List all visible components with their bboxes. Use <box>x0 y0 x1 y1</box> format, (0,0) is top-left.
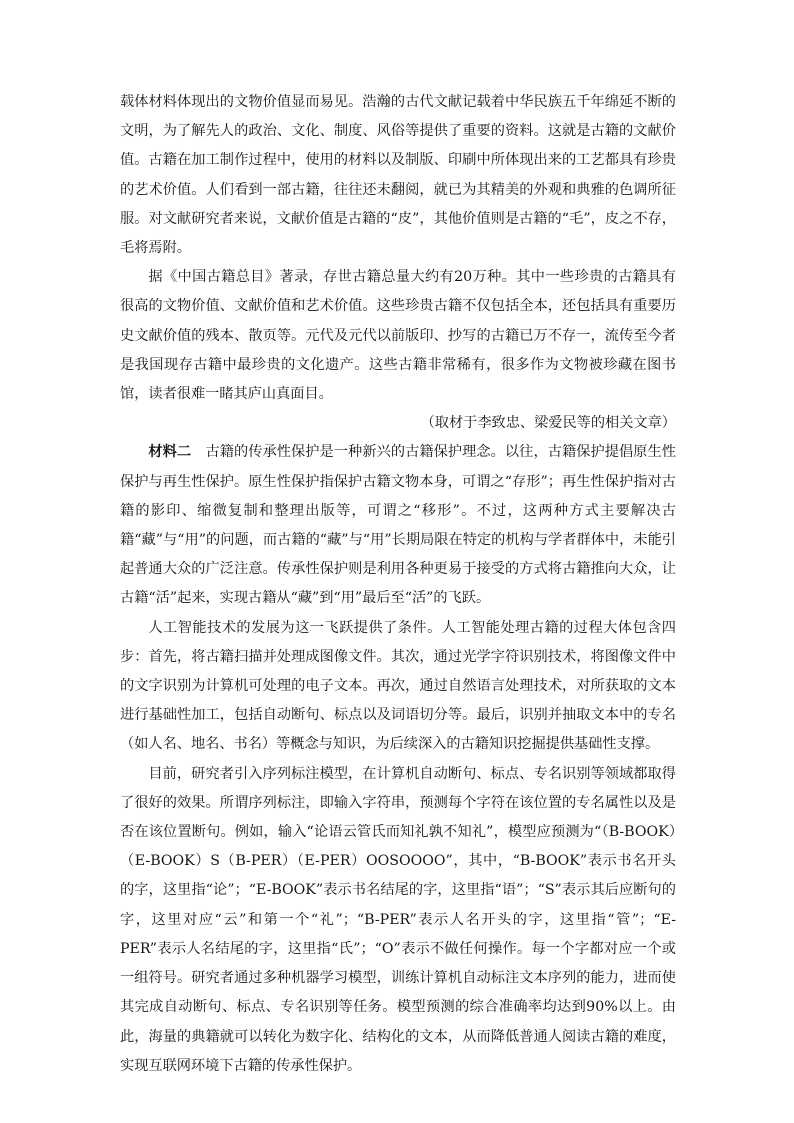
source-citation: （取材于李致忠、梁爱民等的相关文章） <box>420 415 676 432</box>
document-body <box>120 88 676 1081</box>
paragraph-1: 载体材料体现出的文物价值显而易见。浩瀚的古代文献记载着中华民族五千年绵延不断的文明，为了解先人的政治、文化、制度、风俗等提供了重要的资料。这就是古籍的文献价值。古籍在加工制作过程中，使用的材料以及制版、印刷中所体现出来的工艺都具有珍贵的艺术价值。人们看到一部古籍，往往还未翻阅，就已为其精美的外观和典雅的色调所征服。对文献研究者来说，文献价值是古籍的“皮”，其他价值则是古籍的“毛”，皮之不存，毛将焉附。 <box>120 94 676 257</box>
paragraph-4: 人工智能技术的发展为这一飞跃提供了条件。人工智能处理古籍的过程大体包含四步：首先，将古籍扫描并处理成图像文件。其次，通过光学字符识别技术，将图像文件中的文字识别为计算机可处理的电子文本。再次，通过自然语言处理技术，对所获取的文本进行基础性加工，包括自动断句、标点以及词语切分等。最后，识别并抽取文本中的专名（如人名、地名、书名）等概念与知识，为后续深入的古籍知识挖掘提供基础性支撑。 <box>120 619 676 753</box>
paragraph-2: 据《中国古籍总目》著录，存世古籍总量大约有20万种。其中一些珍贵的古籍具有很高的文物价值、文献价值和艺术价值。这些珍贵古籍不仅包括全本，还包括具有重要历史文献价值的残本、散页等。元代及元代以前版印、抄写的古籍已万不存一，流传至今者是我国现存古籍中最珍贵的文化遗产。这些古籍非常稀有，很多作为文物被珍藏在图书馆，读者很难一睹其庐山真面目。 <box>120 269 676 403</box>
paragraph-5: 目前，研究者引入序列标注模型，在计算机自动断句、标点、专名识别等领域都取得了很好的效果。所谓序列标注，即输入字符串，预测每个字符在该位置的专名属性以及是否在该位置断句。例如，输入“论语云管氏而知礼孰不知礼”，模型应预测为“（B-BOOK）（E-BOOK）S（B-PER）（E-PER）OOSOOOO”，其中，“B-BOOK”表示书名开头的字，这里指“论”；“E-BOOK”表示书名结尾的字，这里指“语”；“S”表示其后应断句的字，这里对应“云”和第一个“礼”；“B-PER”表示人名开头的字，这里指“管”；“E-PER”表示人名结尾的字，这里指“氏”；“O”表示不做任何操作。每一个字都对应一个或一组符号。研究者通过多种机器学习模型，训练计算机自动标注文本序列的能力，进而使其完成自动断句、标点、专名识别等任务。模型预测的综合准确率均达到90%以上。由此，海量的典籍就可以转化为数字化、结构化的文本，从而降低普通人阅读古籍的难度，实现互联网环境下古籍的传承性保护。 <box>120 765 676 1074</box>
material-two-label: 材料二 <box>148 444 192 461</box>
paragraph-3 <box>120 438 676 613</box>
paragraph-3-text: 古籍的传承性保护是一种新兴的古籍保护理念。以往，古籍保护提倡原生性保护与再生性保护。原生性保护指保护古籍文物本身，可谓之“存形”；再生性保护指对古籍的影印、缩微复制和整理出版等，可谓之“移形”。不过，这两种方式主要解决古籍“藏”与“用”的问题，而古籍的“藏”与“用”长期局限在特定的机构与学者群体中，未能引起普通大众的广泛注意。传承性保护则是利用各种更易于接受的方式将古籍推向大众，让古籍“活”起来，实现古籍从“藏”到“用”最后至“活”的飞跃。 <box>120 444 676 607</box>
